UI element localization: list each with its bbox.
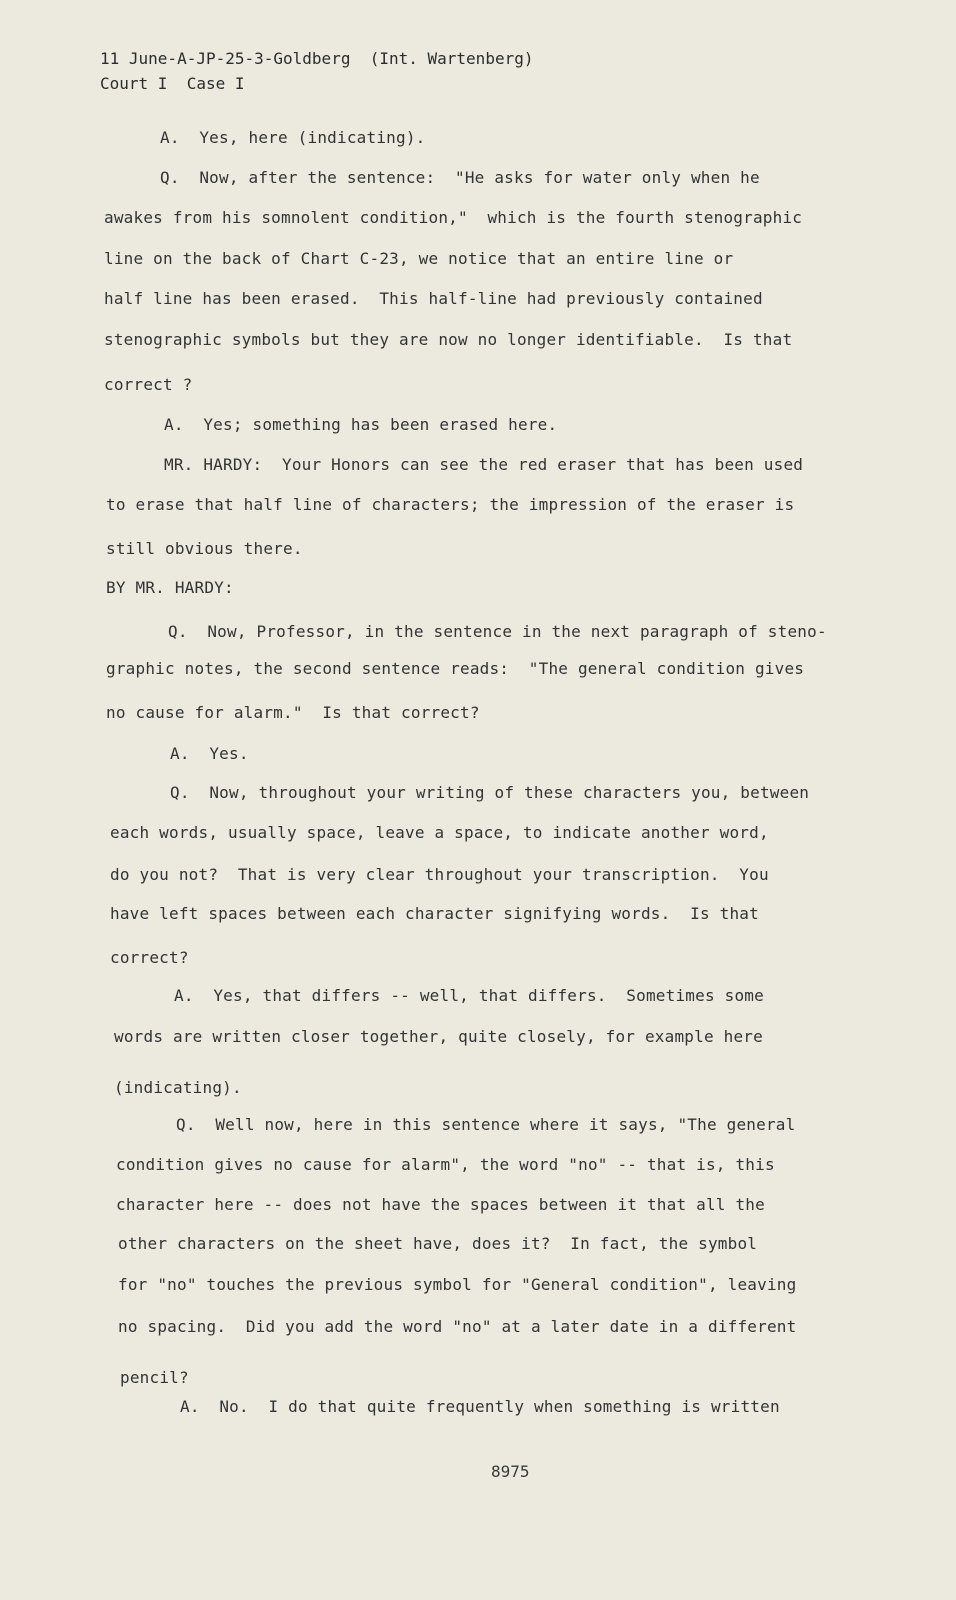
transcript-line: correct ? xyxy=(104,375,193,394)
transcript-line: other characters on the sheet have, does it? In fact, the symbol xyxy=(118,1234,758,1253)
transcript-line: BY MR. HARDY: xyxy=(106,578,234,597)
transcript-line: graphic notes, the second sentence reads: "The general condition gives xyxy=(106,659,805,678)
transcript-line: pencil? xyxy=(120,1368,189,1387)
transcript-line: each words, usually space, leave a space, to indicate another word, xyxy=(110,823,769,842)
transcript-line: to erase that half line of characters; the impression of the eraser is xyxy=(106,495,795,514)
transcript-line: awakes from his somnolent condition," which is the fourth stenographic xyxy=(104,208,803,227)
transcript-line: A. Yes, here (indicating). xyxy=(160,128,426,147)
transcript-line: character here -- does not have the spaces between it that all the xyxy=(116,1195,765,1214)
transcript-line: line on the back of Chart C-23, we notice that an entire line or xyxy=(104,249,734,268)
transcript-line: A. Yes. xyxy=(170,744,249,763)
header-court-line: Court I Case I xyxy=(100,74,245,93)
transcript-line: half line has been erased. This half-line had previously contained xyxy=(104,289,763,308)
header-case-line: 11 June-A-JP-25-3-Goldberg (Int. Wartenberg) xyxy=(100,49,534,68)
transcript-line: Q. Now, after the sentence: "He asks for water only when he xyxy=(160,168,760,187)
transcript-line: no spacing. Did you add the word "no" at a later date in a different xyxy=(118,1317,797,1336)
transcript-line: condition gives no cause for alarm", the word "no" -- that is, this xyxy=(116,1155,775,1174)
transcript-line: for "no" touches the previous symbol for "General condition", leaving xyxy=(118,1275,797,1294)
transcript-line: Q. Now, Professor, in the sentence in the next paragraph of steno- xyxy=(168,622,827,641)
transcript-line: A. No. I do that quite frequently when something is written xyxy=(180,1397,780,1416)
transcript-line: correct? xyxy=(110,948,189,967)
transcript-line: stenographic symbols but they are now no longer identifiable. Is that xyxy=(104,330,793,349)
transcript-line: MR. HARDY: Your Honors can see the red eraser that has been used xyxy=(164,455,804,474)
transcript-line: Q. Now, throughout your writing of these characters you, between xyxy=(170,783,810,802)
transcript-line: no cause for alarm." Is that correct? xyxy=(106,703,480,722)
transcript-line: words are written closer together, quite closely, for example here xyxy=(114,1027,763,1046)
document-header xyxy=(100,46,533,96)
transcript-line: do you not? That is very clear throughout your transcription. You xyxy=(110,865,769,884)
transcript-line: Q. Well now, here in this sentence where it says, "The general xyxy=(176,1115,796,1134)
transcript-line: (indicating). xyxy=(114,1078,242,1097)
transcript-line: have left spaces between each character signifying words. Is that xyxy=(110,904,759,923)
transcript-line: A. Yes; something has been erased here. xyxy=(164,415,558,434)
page-number: 8975 xyxy=(491,1462,530,1481)
transcript-line: A. Yes, that differs -- well, that differs. Sometimes some xyxy=(174,986,764,1005)
transcript-line: still obvious there. xyxy=(106,539,303,558)
